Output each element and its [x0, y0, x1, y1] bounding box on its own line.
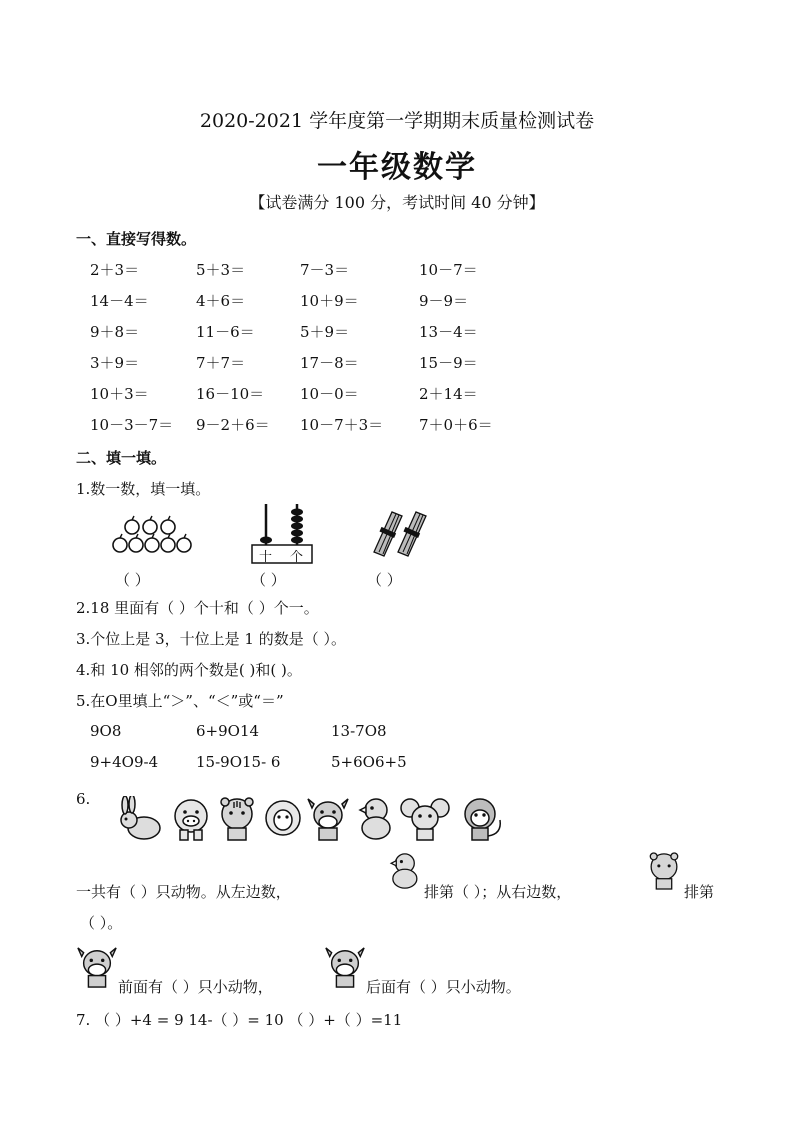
compare-item: 15-9O15- 6: [196, 753, 281, 771]
exam-title: 2020-2021 学年度第一学期期末质量检测试卷: [199, 110, 595, 132]
sheep-icon: [262, 796, 304, 842]
question-2: 2.18 里面有（ ）个十和（ ）个一。: [76, 599, 319, 617]
calc-item: 16－10＝: [196, 385, 265, 403]
calc-item: 5＋9＝: [300, 323, 350, 341]
question-1: 1.数一数，填一填。: [76, 480, 211, 498]
calc-item: 10－7＋3＝: [300, 416, 384, 434]
calc-item: 13－4＝: [419, 323, 478, 341]
calc-item: 14－4＝: [90, 292, 149, 310]
section2-title: 二、填一填。: [76, 449, 167, 467]
question-4: 4.和 10 相邻的两个数是( )和( )。: [76, 661, 302, 679]
calc-item: 10－3－7＝: [90, 416, 174, 434]
chick-icon: [354, 796, 396, 842]
question-3: 3.个位上是 3，十位上是 1 的数是（ ）。: [76, 630, 346, 648]
calc-item: 4＋6＝: [196, 292, 246, 310]
tiger-small-icon: [646, 850, 682, 892]
abacus-icon: [250, 500, 314, 564]
calc-item: 3＋9＝: [90, 354, 140, 372]
calc-item: 9－2＋6＝: [196, 416, 270, 434]
cow-small-icon-2: [324, 944, 366, 990]
compare-item: 13-7O8: [331, 722, 387, 740]
calc-item: 9＋8＝: [90, 323, 140, 341]
cow-small-icon: [76, 944, 118, 990]
compare-item: 6+9O14: [196, 722, 260, 740]
compare-item: 9+4O9-4: [90, 753, 159, 771]
calc-item: 2＋14＝: [419, 385, 478, 403]
calc-item: 15－9＝: [419, 354, 478, 372]
question-6-line2: （ ）。: [80, 914, 123, 932]
answer-blank-abacus[interactable]: （ ）: [251, 571, 286, 589]
calc-item: 9－9＝: [419, 292, 469, 310]
question-6-line3-part1: 前面有（ ）只小动物，: [118, 978, 273, 996]
calc-item: 7＋7＝: [196, 354, 246, 372]
calc-item: 10＋9＝: [300, 292, 359, 310]
abacus-tens-label: 十: [259, 550, 273, 565]
question-6-line3-part2: 后面有（ ）只小动物。: [366, 978, 521, 996]
question-6-line1-part3: 排第: [684, 883, 715, 901]
abacus-ones-label: 个: [290, 550, 304, 565]
cow-icon: [306, 796, 350, 842]
compare-item: 9O8: [90, 722, 122, 740]
apples-icon: [110, 514, 196, 558]
calc-item: 10－7＝: [419, 261, 478, 279]
answer-blank-apples[interactable]: （ ）: [115, 571, 150, 589]
calc-item: 2＋3＝: [90, 261, 140, 279]
chick-small-icon: [386, 850, 422, 892]
calc-item: 7＋0＋6＝: [419, 416, 493, 434]
exam-note: 【试卷满分 100 分，考试时间 40 分钟】: [249, 193, 545, 212]
answer-blank-sticks[interactable]: （ ）: [367, 571, 402, 589]
monkey-icon: [456, 796, 508, 842]
calc-item: 10＋3＝: [90, 385, 149, 403]
question-6: 6.: [76, 790, 91, 808]
mouse-icon: [400, 796, 450, 842]
question-6-line1-part2: 排第（ ）；从右边数，: [424, 883, 572, 901]
stick-bundles-icon: [370, 506, 432, 558]
tiger-icon: [216, 796, 258, 842]
question-7: 7. （ ）+4 = 9 14-（ ）= 10 （ ）+（ ）=11: [76, 1011, 403, 1029]
question-5: 5.在O里填上“＞”、“＜”或“＝”: [76, 692, 284, 710]
calc-item: 7－3＝: [300, 261, 350, 279]
section1-title: 一、直接写得数。: [76, 230, 197, 248]
pig-icon: [170, 796, 212, 842]
calc-item: 10－0＝: [300, 385, 359, 403]
subject-title: 一年级数学: [317, 150, 477, 185]
rabbit-icon: [116, 796, 166, 842]
question-6-line1-part1: 一共有（ ）只动物。从左边数，: [76, 883, 291, 901]
calc-item: 17－8＝: [300, 354, 359, 372]
calc-item: 5＋3＝: [196, 261, 246, 279]
calc-item: 11－6＝: [196, 323, 255, 341]
compare-item: 5+6O6+5: [331, 753, 407, 771]
